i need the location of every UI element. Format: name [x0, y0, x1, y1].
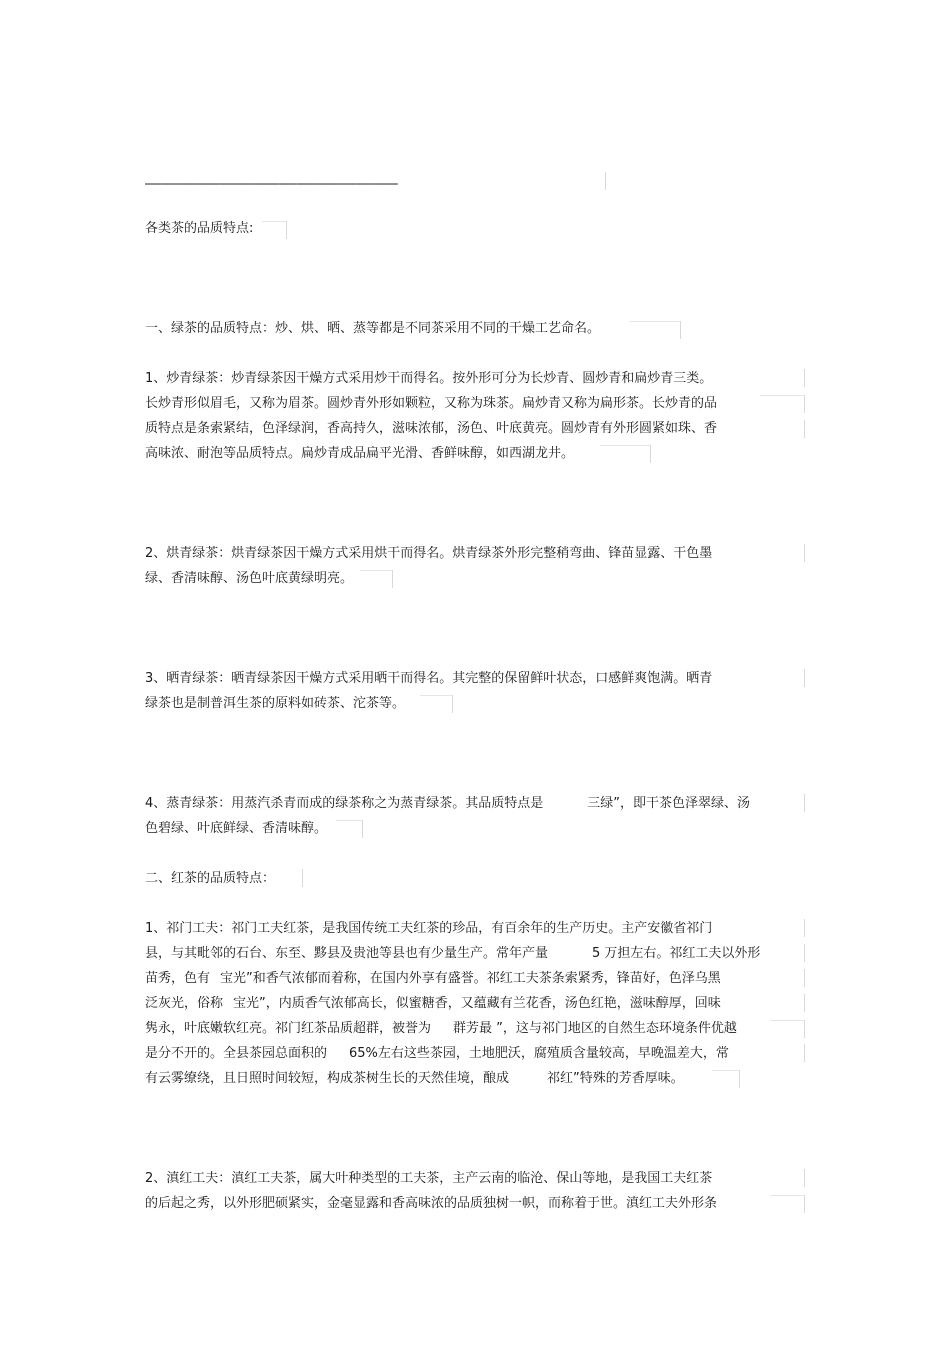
paragraph-line [145, 1045, 729, 1063]
paragraph-line: 长炒青形似眉毛，又称为眉茶。圆炒青外形如颗粒，又称为珠茶。扁炒青又称为扁形茶。长炒青的品 [145, 396, 718, 411]
text-run: 是分不开的。全县茶园总面积的 [145, 1046, 328, 1061]
separator-edge [605, 172, 606, 190]
text-run: 苗秀，色有 [145, 971, 211, 986]
paragraph-line: 绿茶也是制普洱生茶的原料如砖茶、沱茶等。 [145, 696, 406, 711]
text-run: 祁红”特殊的芳香厚味。 [547, 1071, 684, 1086]
paragraph-line: 色碧绿、叶底鲜绿、香清味醇。 [145, 821, 328, 836]
paragraph-line [145, 945, 760, 963]
paragraph-edge-top [600, 445, 650, 446]
section-title-edge [680, 321, 681, 339]
paragraph-line: 质特点是条索紧结，色泽绿润，香高持久，滋味浓郁，汤色、叶底黄亮。圆炒青有外形圆紧如珠、香 [145, 421, 718, 436]
paragraph-line [145, 1020, 737, 1038]
paragraph-line: 3、晒青绿茶：晒青绿茶因干燥方式采用晒干而得名。其完整的保留鲜叶状态，口感鲜爽饱满。晒青 [145, 671, 713, 686]
paragraph-edge [804, 994, 805, 1012]
document-heading: 各类茶的品质特点: [145, 221, 254, 236]
heading-edge [286, 221, 287, 239]
text-run: 宝光”，内质香气浓郁高长，似蜜糖香，又蕴藏有兰花香，汤色红艳，滋味醇厚，回味 [233, 996, 721, 1011]
paragraph-edge [804, 395, 805, 413]
paragraph-edge [362, 820, 363, 838]
paragraph-edge [804, 944, 805, 962]
paragraph-edge [804, 669, 805, 687]
separator-rule: —————————————————————————————— [145, 176, 398, 192]
section-title-edge [302, 869, 303, 887]
paragraph-line: 高味浓、耐泡等品质特点。扁炒青成品扁平光滑、香鲜味醇，如西湖龙井。 [145, 446, 575, 461]
paragraph-edge [739, 1070, 740, 1088]
paragraph-line: 的后起之秀，以外形肥硕紧实，金毫显露和香高味浓的品质独树一帜，而称着于世。滇红工夫外形条 [145, 1196, 718, 1211]
text-run: 65%左右这些茶园，土地肥沃，腐殖质含量较高，早晚温差大，常 [349, 1046, 729, 1061]
paragraph-edge [804, 1169, 805, 1187]
paragraph-edge [804, 1044, 805, 1062]
paragraph-edge-top [770, 1020, 804, 1021]
paragraph-edge [804, 544, 805, 562]
paragraph-edge [804, 369, 805, 387]
paragraph-line [145, 970, 721, 988]
paragraph-edge [804, 969, 805, 987]
paragraph-edge-top [712, 1070, 739, 1071]
section-title-black-tea: 二、红茶的品质特点： [145, 871, 276, 886]
text-run: 5 万担左右。祁红工夫以外形 [592, 946, 761, 961]
paragraph-line [145, 795, 750, 813]
paragraph-edge [804, 420, 805, 438]
text-run: 有云雾缭绕，且日照时间较短，构成茶树生长的天然佳境，酿成 [145, 1071, 510, 1086]
paragraph-edge [804, 1020, 805, 1038]
text-run: 泛灰光，俗称 [145, 996, 224, 1011]
paragraph-edge-top [760, 395, 804, 396]
paragraph-edge [650, 445, 651, 463]
paragraph-edge-top [360, 570, 392, 571]
paragraph-edge [804, 1195, 805, 1213]
paragraph-edge-top [336, 820, 362, 821]
paragraph-line: 绿、香清味醇、汤色叶底黄绿明亮。 [145, 571, 354, 586]
text-run: 三绿”，即干茶色泽翠绿、汤 [587, 796, 751, 811]
paragraph-edge [804, 919, 805, 937]
text-run: 县，与其毗邻的石台、东至、黟县及贵池等县也有少量生产。常年产量 [145, 946, 549, 961]
paragraph-line: 2、烘青绿茶：烘青绿茶因干燥方式采用烘干而得名。烘青绿茶外形完整稍弯曲、锋苗显露、干色墨 [145, 546, 713, 561]
paragraph-edge-top [770, 1195, 804, 1196]
paragraph-line [145, 995, 721, 1013]
paragraph-edge-top [420, 695, 452, 696]
section-title-edge-top [630, 321, 680, 322]
text-run: 宝光”和香气浓郁而着称，在国内外享有盛誉。祁红工夫茶条索紧秀，锋苗好，色泽乌黑 [220, 971, 721, 986]
paragraph-line: 1、炒青绿茶：炒青绿茶因干燥方式采用炒干而得名。按外形可分为长炒青、圆炒青和扁炒青三类。 [145, 371, 713, 386]
paragraph-line: 1、祁门工夫：祁门工夫红茶，是我国传统工夫红茶的珍品，有百余年的生产历史。主产安徽省祁门 [145, 921, 713, 936]
paragraph-line [145, 1070, 684, 1088]
paragraph-edge [804, 794, 805, 812]
text-run: 隽永，叶底嫩软红亮。祁门红茶品质超群，被誉为 [145, 1021, 432, 1036]
section-title-green-tea: 一、绿茶的品质特点：炒、烘、晒、蒸等都是不同茶采用不同的干燥工艺命名。 [145, 321, 601, 336]
paragraph-edge [452, 695, 453, 713]
text-run: 群芳最 ”，这与祁门地区的自然生态环境条件优越 [453, 1021, 737, 1036]
heading-edge-top [262, 221, 286, 222]
paragraph-edge [392, 570, 393, 588]
text-run: 4、蒸青绿茶：用蒸汽杀青而成的绿茶称之为蒸青绿茶。其品质特点是 [145, 796, 544, 811]
paragraph-line: 2、滇红工夫：滇红工夫茶，属大叶种类型的工夫茶，主产云南的临沧、保山等地，是我国工夫红茶 [145, 1171, 713, 1186]
